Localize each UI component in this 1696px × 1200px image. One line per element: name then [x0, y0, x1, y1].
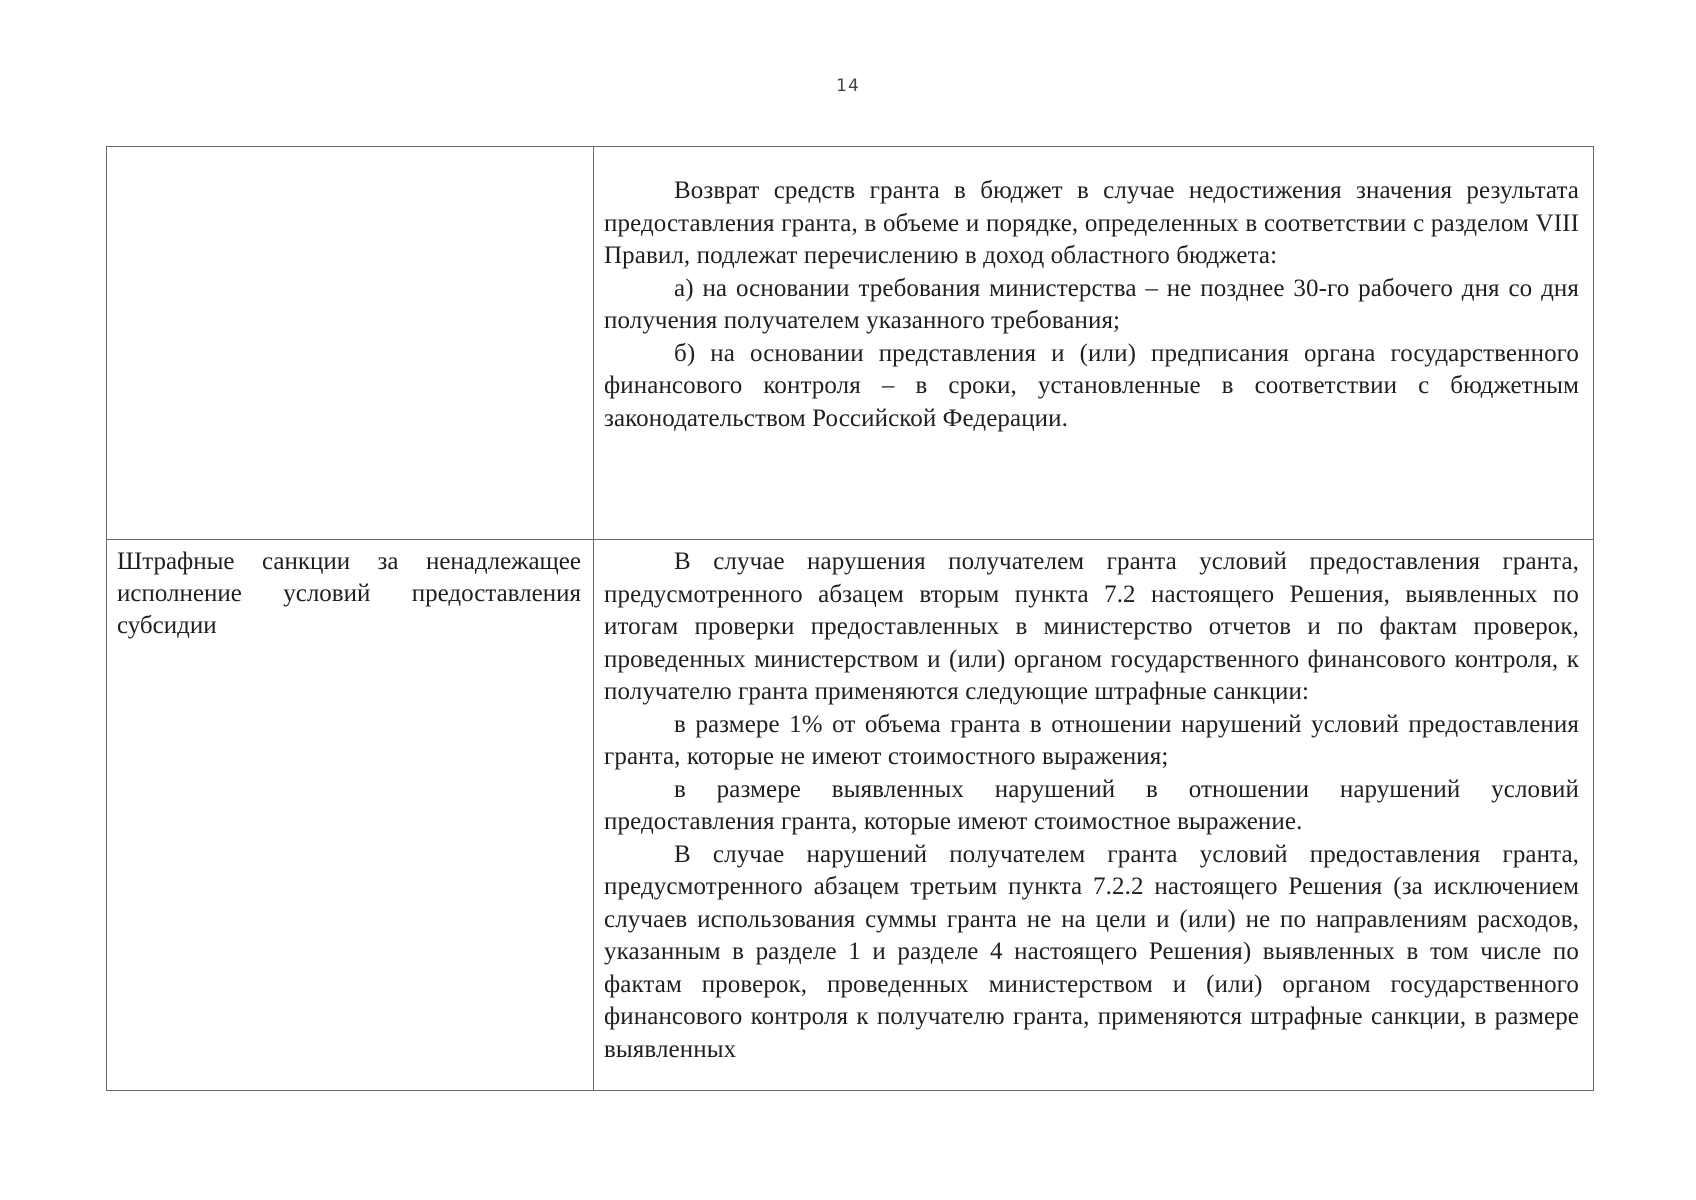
paragraph: а) на основании требования министерства – не позднее 30-го рабочего дня со дня получения получателем указанного требования; — [604, 274, 1579, 334]
paragraph: В случае нарушений получателем гранта условий предоставления гранта, предусмотренного абзацем третьим пункта 7.2.2 настоящего Решения (за исключением случаев использования суммы гранта не на цели и (или) не по направлениям расходов, указанным в разделе 1 и разделе 4 настоящего Решения) выявленных в том числе по фактам проверок, проведенных министерством и (или) органом государственного финансового контроля к получателю гранта, применяются штрафные санкции, в размере выявленных — [604, 840, 1579, 1063]
row-label — [107, 147, 593, 153]
page-number: 14 — [836, 76, 860, 96]
paragraph: в размере выявленных нарушений в отношении нарушений условий предоставления гранта, которые имеют стоимостное выражение. — [604, 775, 1579, 835]
table-cell-content — [594, 147, 1594, 540]
paragraph: Возврат средств гранта в бюджет в случае недостижения значения результата предоставления гранта, в объеме и порядке, определенных в соответствии с разделом VIII Правил, подлежат перечислению в доход областного бюджета: — [604, 177, 1579, 269]
table-row — [107, 540, 1594, 1091]
table-cell-label — [107, 147, 594, 540]
document-table — [106, 146, 1594, 1091]
paragraph: в размере 1% от объема гранта в отношении нарушений условий предоставления гранта, которые не имеют стоимостного выражения; — [604, 710, 1579, 770]
table-row — [107, 147, 1594, 540]
table-cell-label — [107, 540, 594, 1091]
paragraph: б) на основании представления и (или) предписания органа государственного финансового контроля – в сроки, установленные в соответствии с бюджетным законодательством Российской Федерации. — [604, 339, 1579, 432]
row-label: Штрафные санкции за ненадлежащее исполнение условий предоставления субсидии — [117, 548, 581, 639]
table-cell-content — [594, 540, 1594, 1091]
paragraph: В случае нарушения получателем гранта условий предоставления гранта, предусмотренного абзацем вторым пункта 7.2 настоящего Решения, выявленных по итогам проверки предоставленных в министерство отчетов и по фактам проверок, проведенных министерством и (или) органом государственного финансового контроля, к получателю гранта применяются следующие штрафные санкции: — [604, 548, 1579, 705]
